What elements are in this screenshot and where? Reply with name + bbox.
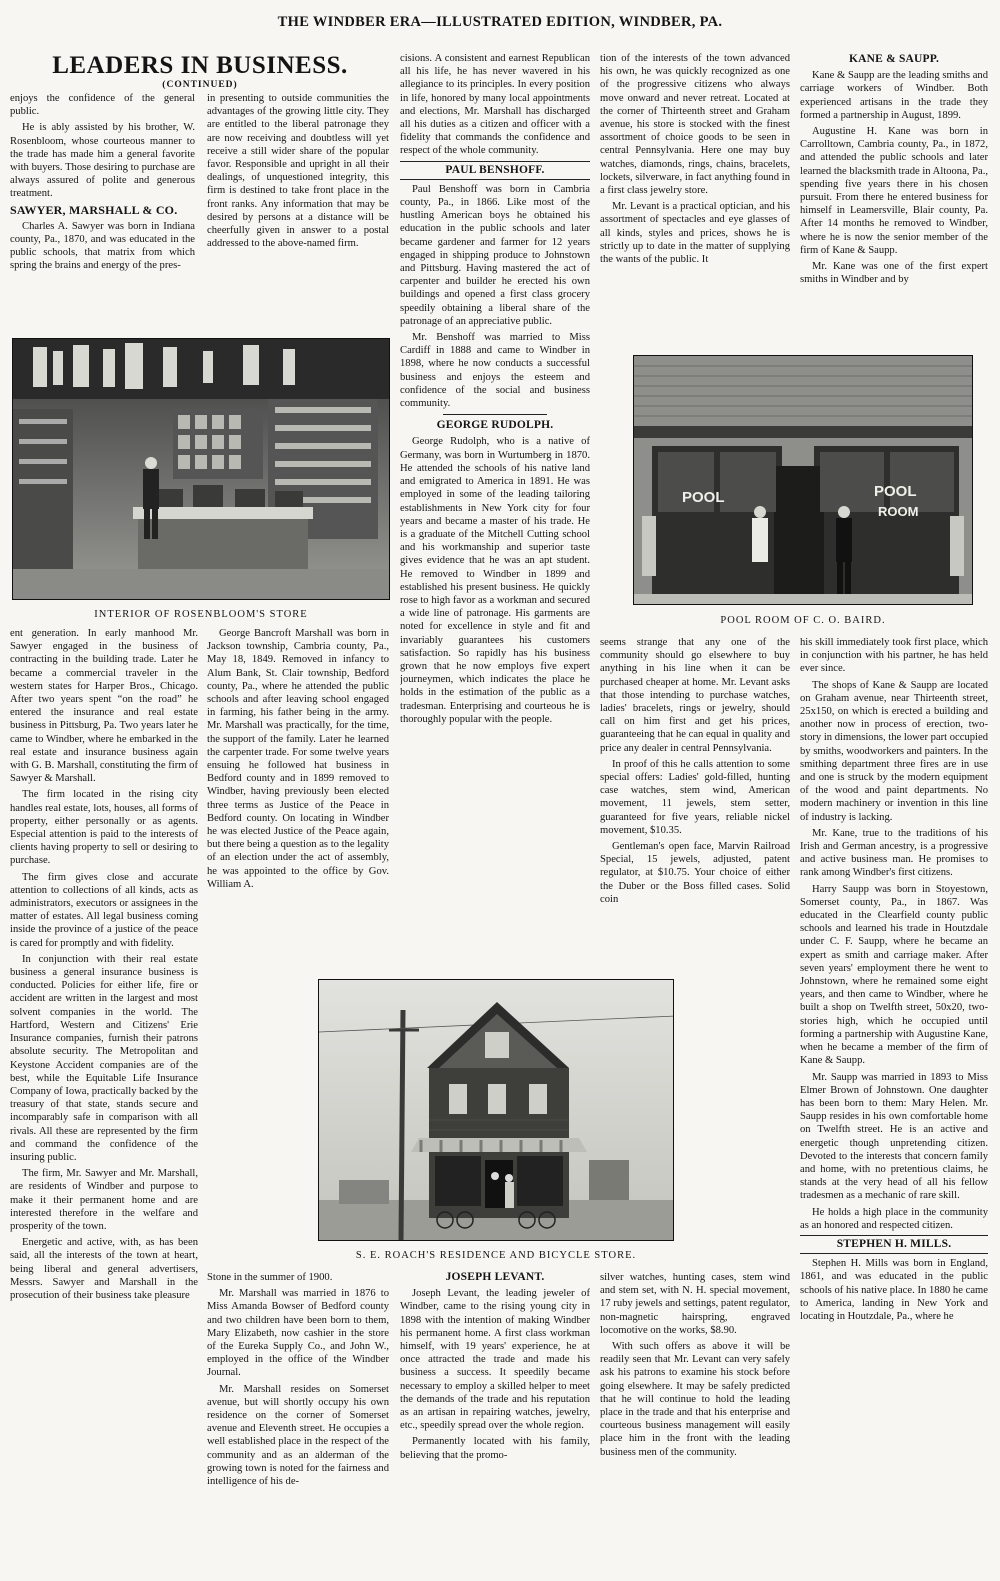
paragraph: George Bancroft Marshall was born in Jackson township, Cambria county, Pa., May 18, 1849. Removed in infancy to Alum Bank, St. Clair township, Bedford county, Pa., where he attended the public schools and after leaving school engaged in farming, his father being in the army. Mr. Marshall was practically, for the time, the support of the family. Later he learned the carpenter trade. For some twelve years ensuing he followed hat business in Bedford county and in 1899 removed to Windber, having previously been elected three terms as Justice of the Peace in Bedford county. On locating in Windber he was elected Justice of the Peace again, but there being a question as to the legality of an election under the act of assembly, he was appointed to the office by Gov. William A.: [207, 628, 389, 890]
paragraph: The firm gives close and accurate attention to collections of all kinds, acts as administrators, executors or assignees in the matter of estates. All legal business coming inside the province of a justice of the peace is cared for promptly and with fidelity.: [10, 871, 198, 949]
paragraph: The firm located in the rising city handles real estate, lots, houses, all forms of property, either personally or as agents. Especial attention is paid to the interests of clients having property to sell or desiring to purchase.: [10, 789, 198, 867]
caption-pool-room: POOL ROOM OF C. O. BAIRD.: [720, 615, 886, 626]
paragraph: With such offers as above it will be readily seen that Mr. Levant can very safely ask his patrons to examine his stock before going elsewhere. It may be safely predicted that he will continue to hold the leading place in the trade and that his enterprise and courteous business management will easily place him in the front with the leading business men of the community.: [600, 1341, 790, 1458]
paragraph: Permanently located with his family, believing that the promo-: [400, 1436, 590, 1461]
photo-roach-residence: [318, 979, 674, 1241]
page-header: THE WINDBER ERA—ILLUSTRATED EDITION, WINDBER, PA.: [277, 14, 723, 30]
column-2-middle: [207, 627, 389, 967]
paragraph: George Rudolph, who is a native of Germany, was born in Wurtumberg in 1870. He attended the schools of his native land and emigrated to America in 1891. He was employed in some of the leading tailoring establishments in New York city for four years and became a master of his trade. He is a graduate of the Mitchell Cutting school and his workmanship and superior taste gives evidence that he was an apt student. He removed to Windber in 1899 and established his present business. He quickly rose to high favor as a workman and secured a wide line of patronage. His garments are noted for excellence in style and fit and invariably guarantees his customers satisfaction. So rapidly has his business grown that he now employs five expert journeymen, which indicates the place he holds in the estimation of the public as a tradesman. Enterprising and courteous he is thoroughly popular with the people.: [400, 436, 590, 725]
residence-image: [319, 980, 674, 1241]
paragraph: In conjunction with their real estate business a general insurance business is conducted. Policies for either life, fire or accident are written in the largest and most solvent companies in the world. The Hartford, Western and Citizens' Erie Insurance companies, furnish their patrons absolute security. The Metropolitan and Keystone Accident companies are of the best, while the Equitable Life Insurance Company of Iowa, practically backed by the treasury of that state, stands secure and incomparably safe in comparison with all rivals. All these are represented by the firm and command the confidence of the insuring public.: [10, 953, 198, 1163]
utility-pole: [401, 1010, 403, 1241]
paragraph: Kane & Saupp are the leading smiths and carriage workers of Windber. Both experienced artisans in the trade they formed a partnership in August, 1899.: [800, 70, 988, 121]
paragraph: The shops of Kane & Saupp are located on Graham avenue, near Thirteenth street, 25x150, on which is erected a building and another now in process of erection, two-story in dimensions, the lower part occupied by smiths, woodworkers and painters. In the smithing department three fires are in use and one is struck by the modern equipment of the wood and paint departments. No modern machinery or invention in this line of industry is lacking.: [800, 679, 988, 823]
paragraph: Energetic and active, with, as has been said, all the interests of the town at heart, being liberal and general advertisers, Messrs. Sawyer and Marshall in the prosecution of their business take pleasure: [10, 1237, 198, 1301]
caption-rosenbloom: INTERIOR OF ROSENBLOOM'S STORE: [94, 609, 308, 620]
paragraph: The firm, Mr. Sawyer and Mr. Marshall, are residents of Windber and purpose to make it their permanent home and are interested therefore in the welfare and prosperity of the town.: [10, 1168, 198, 1232]
paragraph: Charles A. Sawyer was born in Indiana county, Pa., 1870, and was educated in the public schools, that matrix from which spring the brains and energy of the pres-: [10, 220, 195, 272]
paragraph: his skill immediately took first place, which in conjunction with his partner, he has held ever since.: [800, 637, 988, 675]
paragraph: Mr. Marshall was married in 1876 to Miss Amanda Bowser of Bedford county and two children have been born to them, Mary Elizabeth, now cashier in the store of the Eureka Supply Co., and John W., employed in the office of the Windber Journal.: [207, 1288, 389, 1379]
heading-paul-benshoff: PAUL BENSHOFF.: [400, 161, 590, 180]
column-4-top: [600, 52, 790, 348]
paragraph: ent generation. In early manhood Mr. Sawyer engaged in the business of contracting in the building trade. Later he became a commercial traveler in the western states for Harper Bros., Chicago. After two years spent “on the road” he entered the insurance and real estate business in Pittsburg, Pa. Two years later he came to Windber, where he embarked in the real estate and insurance business again with G. B. Marshall, constituting the firm of Sawyer & Marshall.: [10, 628, 198, 785]
column-2-top: [207, 92, 389, 332]
pool-sign-right: POOL: [874, 483, 917, 500]
section-title: LEADERS IN BUSINESS.: [52, 52, 348, 79]
paragraph: silver watches, hunting cases, stem wind and stem set, with N. H. special movement, 17 ruby jewels and settings, patent regulator, non-magnetic hairspring, engraved locomotive on the works, $8.90.: [600, 1272, 790, 1336]
heading-george-rudolph: GEORGE RUDOLPH.: [436, 419, 554, 432]
paragraph: Mr. Benshoff was married to Miss Cardiff in 1888 and came to Windber in 1898, where he now conducts a successful business and enjoys the esteem and confidence of the social and business community.: [400, 332, 590, 410]
paragraph: He is ably assisted by his brother, W. Rosenbloom, whose courteous manner to the trade has made him a general favorite with buyers. Those desiring to purchase are always assured of polite and generous treatment.: [10, 122, 195, 200]
column-4-lower: [600, 1271, 790, 1576]
paragraph: Gentleman's open face, Marvin Railroad Special, 15 jewels, adjusted, patent regulator, at $10.75. Your choice of either the Duber or the Boss filled cases. Solid coin: [600, 841, 790, 905]
column-1-top: [10, 92, 195, 332]
section-subtitle: (CONTINUED): [162, 80, 238, 90]
paragraph: Augustine H. Kane was born in Carrolltown, Cambria county, Pa., in 1872, and attended the public schools and later learned the blacksmith trade in Altoona, Pa., spending five years there in his chosen pursuit. From there he entered business for himself in Leamersville, Blair county, Pa. After 14 months he removed to Windber, where he is now the senior member of the firm of Kane & Saupp.: [800, 126, 988, 256]
heading-joseph-levant: JOSEPH LEVANT.: [445, 1271, 545, 1283]
pool-sign-left: POOL: [682, 489, 725, 506]
pool-room-image: [634, 356, 973, 605]
paragraph: Mr. Marshall resides on Somerset avenue, but will shortly occupy his own residence on the corner of Somerset avenue and Eleventh street. He occupies a well established place in the respect of the community and as an alderman of the growing town is noted for the fairness and intelligence of his de-: [207, 1383, 389, 1488]
column-5-lower: [800, 636, 988, 1576]
paragraph: Mr. Kane, true to the traditions of his Irish and German ancestry, is a progressive and active business man. He promises to rank among Windber's first citizens.: [800, 827, 988, 879]
paragraph: seems strange that any one of the community should go elsewhere to buy anything in his line when it can be purchased cheaper at home. Mr. Levant asks that those intending to purchase watches, ladies' bracelets, rings or jewelry, should call on him first and get his prices, guaranteeing that he can equal in quality and price any dealer in central Pennsylvania.: [600, 637, 790, 754]
room-sign-right: ROOM: [878, 504, 919, 519]
paragraph: in presenting to outside communities the advantages of the growing little city. They are entitled to the liberal patronage they are now receiving and doubtless will yet receive a still wider share of the popular favor. Responsible and upright in all their dealings, of unquestioned integrity, this firm is destined to take front place in the front ranks. Any information that may be desired by persons at a distance will be cheerfully given in answer to a postal addressed to the above-named firm.: [207, 93, 389, 250]
paragraph: cisions. A consistent and earnest Republican all his life, he has never wavered in his allegiance to its principles. In every position in life, honored by many local appointments and elections, Mr. Marshall has discharged all his duties as a citizen and officer with a fidelity that commands the confidence and respect of the whole community.: [400, 53, 590, 157]
caption-roach-residence: S. E. ROACH'S RESIDENCE AND BICYCLE STORE.: [355, 1250, 637, 1261]
column-3-lower: [400, 1268, 590, 1576]
store-interior-image: [13, 339, 390, 600]
paragraph: Harry Saupp was born in Stoyestown, Somerset county, Pa., in 1867. Was educated in the Clearfield county public schools and learned his trade in Houtzdale under C. F. Saupp, where he became an expert as smith and carriage maker. After seven years' employment there he went to Johnstown, where he remained some eight years, and then came to Windber, where he built a shop on Twelfth street, 50x20, two-stories high, which he occupied until forming a partnership with Augustine Kane, when he became a member of the firm of Kane & Saupp.: [800, 883, 988, 1067]
paragraph: Stone in the summer of 1900.: [207, 1272, 333, 1283]
column-5-top: [800, 50, 988, 348]
heading-stephen-mills: STEPHEN H. MILLS.: [800, 1235, 988, 1254]
heading-kane-saupp: KANE & SAUPP.: [848, 53, 940, 65]
photo-rosenbloom-store: [12, 338, 390, 600]
paragraph: Mr. Saupp was married in 1893 to Miss Elmer Brown of Johnstown. One daughter has been born to them: Mary Helen. Mr. Saupp resides in his own comfortable home on Twelfth street. He is an active and energetic though unpretending citizen. Devoted to the interests that concern family and home, with no pretentious claims, he stands at the very head of all his fellow tradesmen as a mechanic of rare skill.: [800, 1071, 988, 1202]
column-1-lower: [10, 627, 198, 1575]
divider: [443, 414, 548, 415]
photo-pool-room: [633, 355, 973, 605]
paragraph: tion of the interests of the town advanced his own, he was quickly recognized as one of the progressive citizens who always move onward and never retreat. Located at the corner of Thirteenth street and Graham avenue, his store is stocked with the finest assortment of choice goods to be seen in central Pennsylvania. Here one may buy watches, diamonds, rings, chains, bracelets, lockets, silverware, in fact anything found in a first class jewelry store.: [600, 53, 790, 197]
paragraph: enjoys the confidence of the general public.: [10, 93, 195, 118]
paragraph: He holds a high place in the community as an honored and respected citizen.: [800, 1206, 988, 1231]
paragraph: Mr. Kane was one of the first expert smiths in Windber and by: [800, 261, 988, 286]
paragraph: Paul Benshoff was born in Cambria county, Pa., in 1866. Like most of the hustling American boys he obtained his education in the public schools and later became gardener and farmer for 12 years engaged in shipping produce to Johnstown and Pittsburg. Having mastered the act of carpenter and builder he erected his own buildings and opened a first class grocery speedily obtaining a liberal share of the patronage of an appreciative public.: [400, 183, 590, 327]
paragraph: Stephen H. Mills was born in England, 1861, and was educated in the public schools of his native place. In 1880 he came to America, landing in New York and locating in Houtzdale, Pa., where he: [800, 1258, 988, 1322]
paragraph: In proof of this he calls attention to some special offers: Ladies' gold-filled, hunting case watches, stem wind, American movement, 11 jewels, stem setter, guaranteed for five years, reliable nickel movement, $10.35.: [600, 758, 790, 836]
heading-sawyer-marshall: SAWYER, MARSHALL & CO.: [10, 202, 178, 217]
column-4-middle: [600, 636, 790, 969]
column-2-lower: [207, 1271, 389, 1576]
paragraph: Joseph Levant, the leading jeweler of Windber, came to the rising young city in 1898 with the intention of making Windber his permanent home. A first class workman himself, with 19 years' experience, he at once attracted the trade and made his business a success. It speedily became necessary to employ a skilled helper to meet the demands of the trade and his reputation as an artisan in repairing watches, jewelry, etc., speedily spread over the whole region.: [400, 1288, 590, 1432]
paragraph: Mr. Levant is a practical optician, and his assortment of spectacles and eye glasses of all kinds, styles and prices, shows he is strictly up to date in the matter of supplying the wants of the public. It: [600, 201, 790, 266]
column-3-upper: [400, 52, 590, 964]
